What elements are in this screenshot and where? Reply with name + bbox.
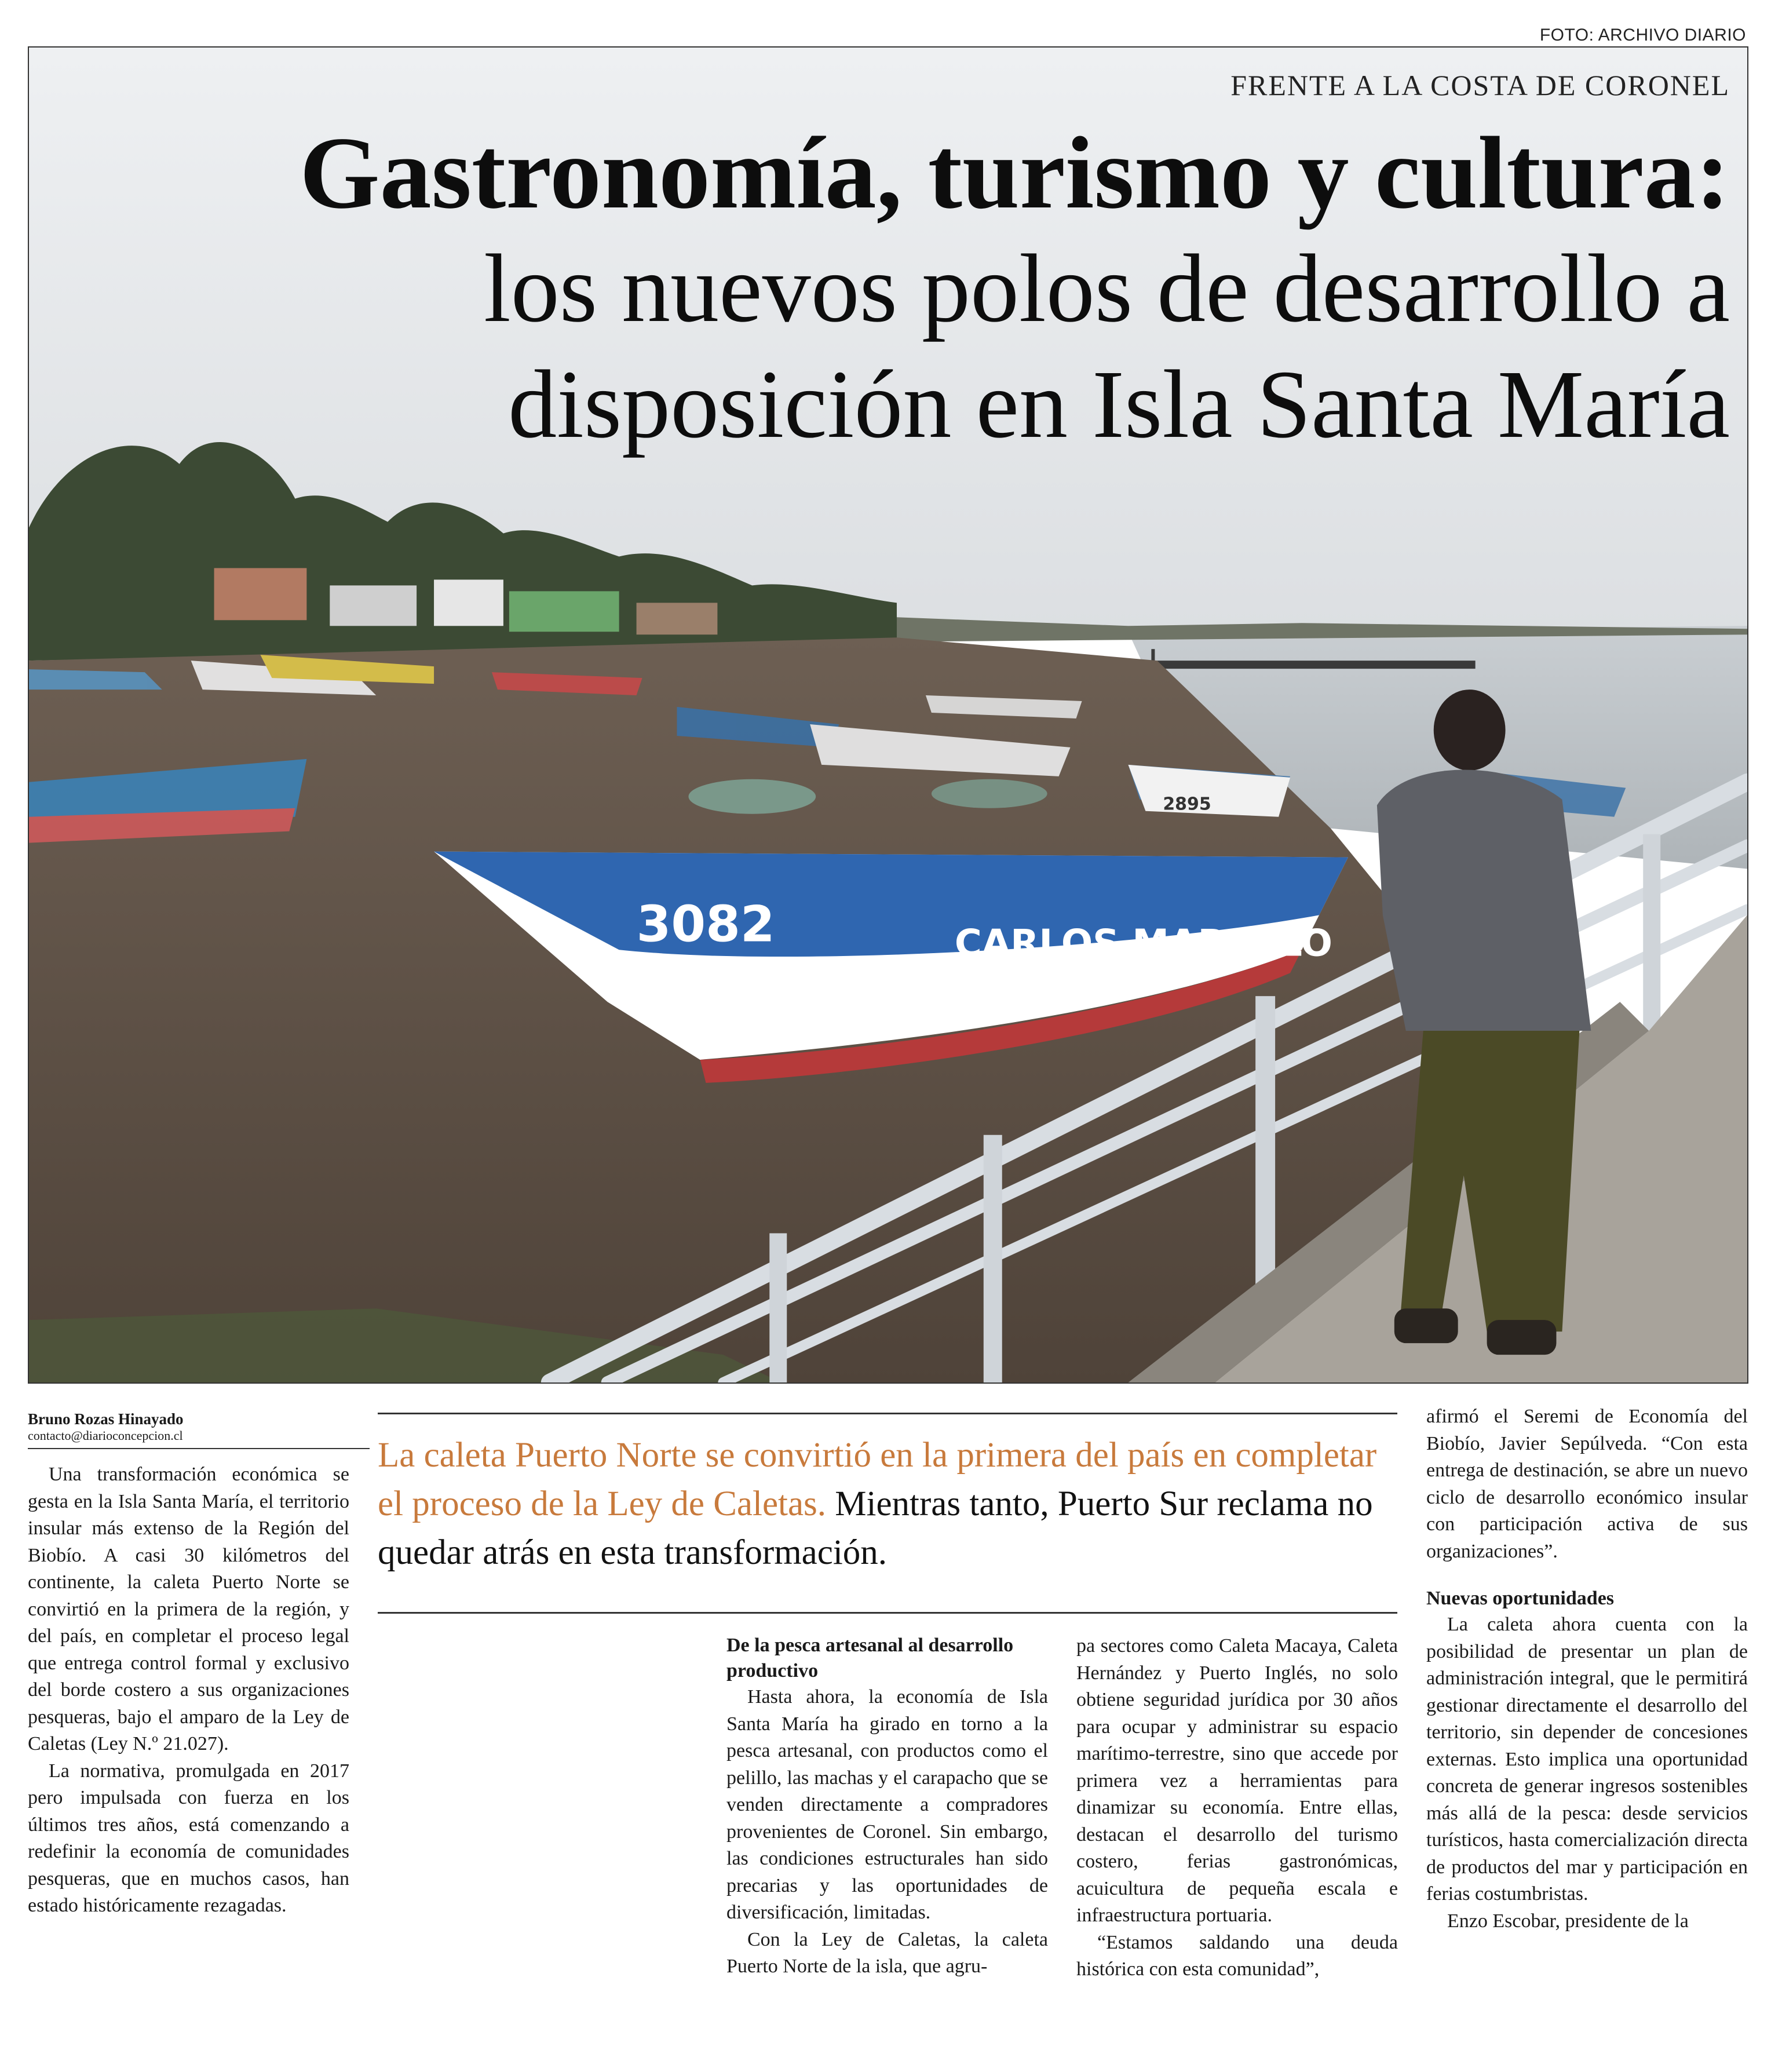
- paragraph: “Estamos saldando una deuda histórica con esta comunidad”,: [1076, 1931, 1398, 1980]
- kicker: FRENTE A LA COSTA DE CORONEL: [1230, 69, 1730, 101]
- author-name: Bruno Rozas Hinayado: [28, 1410, 184, 1428]
- subheading: Nuevas oportunidades: [1426, 1588, 1615, 1609]
- boat2-number: 2895: [1163, 794, 1211, 815]
- paragraph: Enzo Escobar, presidente de la: [1447, 1910, 1689, 1932]
- column-3: [1076, 1633, 1398, 1983]
- photo-credit: FOTO: ARCHIVO DIARIO: [1539, 25, 1746, 45]
- paragraph: afirmó el Seremi de Economía del Biobío, Javier Sepúlveda. “Con esta entrega de destinación, se abre un nuevo ciclo de desarrollo económico insular con participación activa de sus organizaciones”.: [1426, 1406, 1748, 1562]
- subheading: De la pesca artesanal al desarrollo productivo: [726, 1635, 1014, 1681]
- column-4: [1426, 1403, 1748, 1935]
- headline-line2: los nuevos polos de desarrollo a: [484, 235, 1730, 342]
- lead-bottom-rule: [378, 1612, 1397, 1614]
- paragraph: La caleta ahora cuenta con la posibilidad de presentar un plan de administración integral, que le permitirá gestionar directamente el desarrollo del territorio, sin depender de concesiones externas. Esto implica una oportunidad concreta de generar ingresos sostenibles más allá de la pesca: desde servicios turísticos, hasta comercialización directa de productos del mar y participación en ferias costumbristas.: [1426, 1614, 1748, 1905]
- headline: [50, 115, 1730, 462]
- paragraph: Una transformación económica se gesta en la Isla Santa María, el territorio insular más extenso de la Región del Biobío. A casi 30 kilómetros del continente, la caleta Puerto Norte se convirtió en la primera de la región, y del país, en completar el proceso legal que entrega control formal y exclusivo del borde costero a sus organizaciones pesqueras, bajo el amparo de la Ley de Caletas (Ley N.º 21.027).: [28, 1464, 349, 1754]
- lead-highlight: La caleta Puerto Norte se convirtió en la primera del país en completar el proceso de la Ley de Caletas.: [378, 1436, 1377, 1523]
- headline-line1: Gastronomía, turismo y cultura:: [300, 115, 1730, 230]
- byline: [28, 1410, 370, 1449]
- lead-paragraph: [378, 1431, 1397, 1577]
- column-2: [726, 1633, 1048, 1980]
- boat-number: 3082: [636, 895, 775, 954]
- column-1: [28, 1461, 349, 1920]
- lead-top-rule: [378, 1413, 1397, 1414]
- headline-line3: disposición en Isla Santa María: [508, 351, 1730, 458]
- paragraph: Hasta ahora, la economía de Isla Santa María ha girado en torno a la pesca artesanal, con productos como el pelillo, las machas y el carapacho que se venden directamente a compradores provenientes de Coronel. Sin embargo, las condiciones estructurales han sido precarias y las oportunidades de diversificación, limitadas.: [726, 1686, 1048, 1923]
- author-email: contacto@diarioconcepcion.cl: [28, 1428, 370, 1449]
- paragraph: La normativa, promulgada en 2017 pero impulsada con fuerza en los últimos tres años, está comenzando a redefinir la economía de comunidades pesqueras, que en muchos casos, han estado históricamente rezagadas.: [28, 1760, 349, 1916]
- lead-rest: Mientras tanto, Puerto Sur reclama no quedar atrás en esta transformación.: [378, 1484, 1373, 1572]
- boat-name: CARLOS MARCELO: [954, 922, 1333, 965]
- paragraph: pa sectores como Caleta Macaya, Caleta Hernández y Puerto Inglés, no solo obtiene seguridad jurídica por 30 años para ocupar y administrar su espacio marítimo-terrestre, sino que accede por primera vez a herramientas para dinamizar su economía. Entre ellas, destacan el desarrollo del turismo costero, ferias gastronómicas, acuicultura de pequeña escala e infraestructura portuaria.: [1076, 1635, 1398, 1926]
- paragraph: Con la Ley de Caletas, la caleta Puerto Norte de la isla, que agru-: [726, 1928, 1048, 1977]
